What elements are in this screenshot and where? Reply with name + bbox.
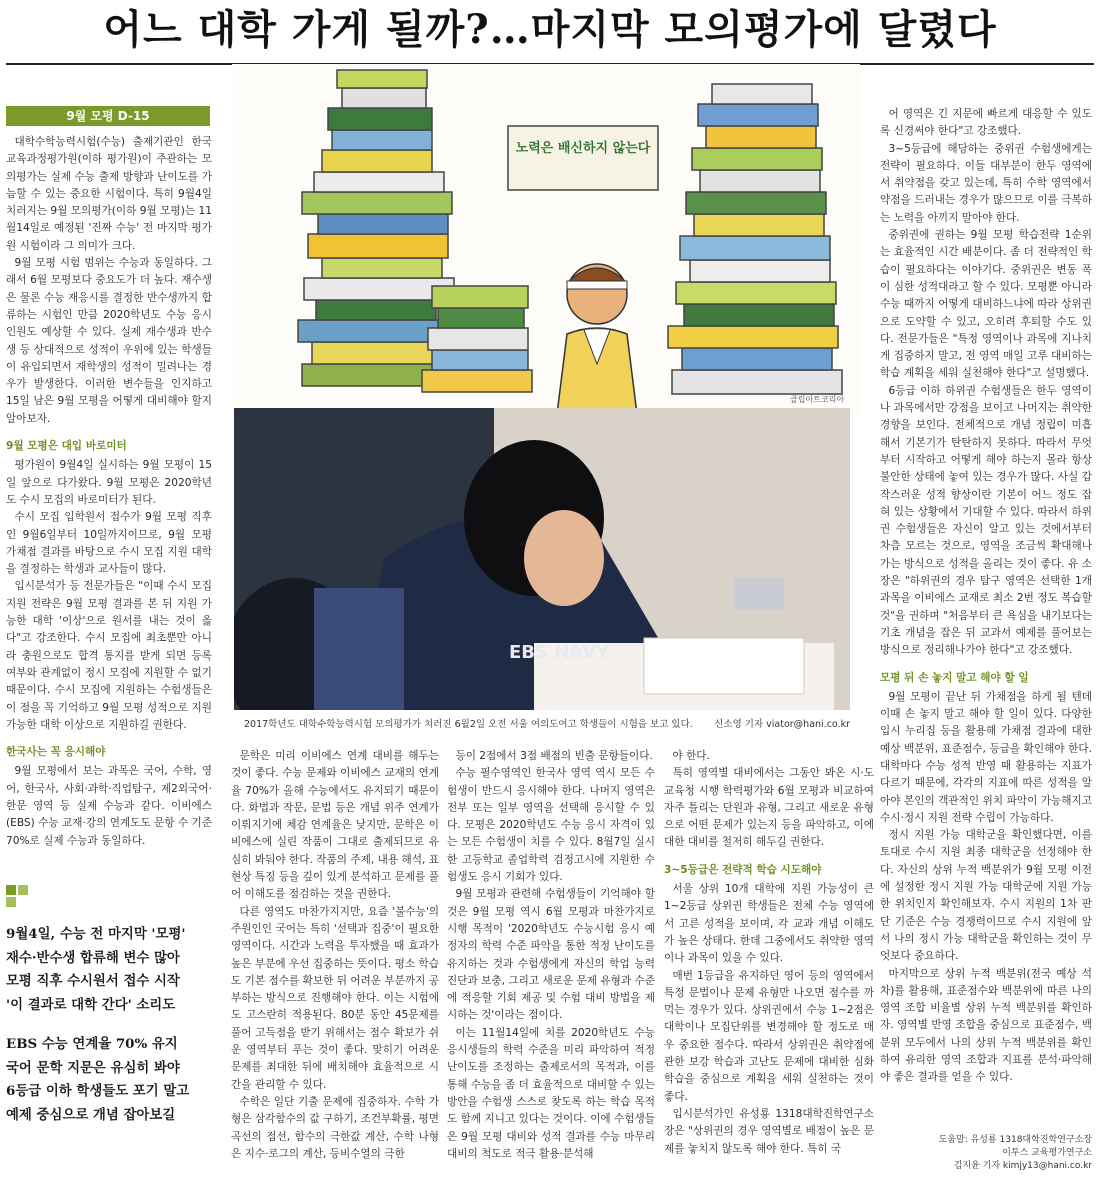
summary-line: '이 결과로 대학 간다' 소리도 <box>6 996 176 1013</box>
paragraph: 3~5등급에 해당하는 중위권 수험생에게는 전략이 필요하다. 이들 대부분이 한두 영역에서 취약점을 갖고 있는데, 특히 수학 영역에서 약점을 드러내는 경우가 많으므로 이를 극복하는 노력을 아끼지 말아야 한다. <box>880 142 1092 224</box>
column-3b <box>664 748 874 1158</box>
paragraph: 등이 2점에서 3점 배점의 빈출 문항들이다. <box>455 750 653 762</box>
column-3a <box>447 748 655 1163</box>
paragraph: 수학은 일단 기출 문제에 집중하자. 수학 가형은 삼각함수의 값 구하기, 조건부확률, 평면곡선의 접선, 함수의 극한값 계산, 수학 나형은 지수·로그의 계산, 등비수열의 극한 <box>231 1095 439 1160</box>
paragraph: 야 한다. <box>672 750 710 762</box>
summary-line: 6등급 이하 학생들도 포기 말고 <box>6 1083 190 1099</box>
paragraph: 문학은 미리 이비에스 연계 대비를 해두는 것이 좋다. 수능 문제와 이비에스 교재의 연계율 70%가 올해 수능에서도 유지되기 때문이다. 화법과 작문, 문법 등은 개념 위주 연계가 이뤄지기에 체감 연계율은 낮지만, 문학은 이비에스에 실린 작품이 그대로 출제되므로 유심히 봐둬야 한다. 작품의 주제, 내용 해석, 표현상 특징 등을 깊이 있게 분석하고 문제를 풀어 이해도를 점검하는 것을 권한다. <box>231 750 439 901</box>
headline: 어느 대학 가게 될까?…마지막 모의평가에 달렸다 <box>103 6 997 53</box>
paragraph: 정시 지원 가능 대학군을 확인했다면, 이를 토대로 수시 지원 최종 대학군을 선정해야 한다. 자신의 상위 누적 백분위가 9월 모평 이전에 설정한 정시 지원 가능 대학군에 지원 가능한 위치인지 확인해보자. 수시 지원의 1차 판단 기준은 수능 경쟁력이므로 수시 지원에 앞서 나의 정시 가능 대학군을 확인하는 것이 무엇보다 중요하다. <box>880 829 1092 963</box>
illustration <box>232 64 860 414</box>
byline-help: 도움말: 유성룡 1318대학진학연구소장 <box>938 1135 1092 1145</box>
illustration-credit: 클립아트코리아 <box>790 395 845 404</box>
banner-text: 노력은 배신하지 않는다 <box>515 141 651 156</box>
paragraph: 어 영역은 긴 지문에 빠르게 대응할 수 있도록 신경써야 한다"고 강조했다. <box>880 108 1092 138</box>
byline <box>872 1132 1092 1171</box>
column-4 <box>880 106 1092 1087</box>
column-1 <box>6 134 212 850</box>
photo-caption <box>244 716 850 730</box>
summary-line: 예제 중심으로 개념 잡아보길 <box>6 1106 176 1123</box>
paragraph: 매번 1등급을 유지하던 영어 등의 영역에서 특정 문법이나 문제 유형만 나오면 점수를 까먹는 경우가 있다. 상위권에서 수능 1~2점은 대학이나 모집단위를 변경해야 할 정도로 매우 중요한 점수다. 따라서 상위권은 취약점에 관한 보강 학습과 고난도 문제에 대비한 심화 학습을 중심으로 계획을 세워 실천하는 것이 좋다. <box>664 969 874 1103</box>
paragraph: 중위권에 권하는 9월 모평 학습전략 1순위는 효율적인 시간 배분이다. 좀 더 전략적인 학습이 필요하다는 이야기다. 중위권은 변동 폭이 심한 성적대라고 할 수 있다. 모평뿐 아니라 수능 때까지 어떻게 대비하느냐에 따라 상위권으로 도약할 수 있고, 오히려 후퇴할 수도 있다. 전문가들은 "특정 영역이나 과목에 지나치게 집중하지 말고, 전 영역 매일 고루 대비하는 학습 계획을 세워 실천해야 한다"고 설명했다. <box>880 229 1092 380</box>
exam-photo-drawing <box>234 408 850 710</box>
paragraph: 대학수학능력시험(수능) 출제기관인 한국교육과정평가원(이하 평가원)이 주관하는 모의평가는 실제 수능 출제 방향과 난이도를 가늠할 수 있는 중요한 시험이다. 특히 9월4일 치러지는 9월 모의평가(이하 9월 모평)는 11월14일로 예정된 '진짜 수능' 전 마지막 평가원 시험이라 그 의미가 크다. <box>6 136 212 252</box>
paragraph: 9월 모평 시험 범위는 수능과 동일하다. 그래서 6월 모평보다 중요도가 더 높다. 재수생은 물론 수능 재응시를 결정한 반수생까지 합류하는 시험인 만큼 2020학년도 수능 응시인원도 예상할 수 있다. 실제 재수생과 반수생 등 상대적으로 성적이 우위에 있는 학생들이 유입되면서 재학생의 성적이 밀려나는 경우가 발생한다. 이러한 변수들을 인지하고 15일 남은 9월 모평을 어떻게 대비해야 할지 알아보자. <box>6 257 212 425</box>
subheading: 3~5등급은 전략적 학습 시도해야 <box>664 863 822 876</box>
banner-scroll <box>508 126 658 190</box>
exam-photo <box>234 408 850 710</box>
paragraph: 6등급 이하 하위권 수험생들은 한두 영역이나 과목에서만 강점을 보이고 나머지는 취약한 경향을 보인다. 전체적으로 개념 정립이 미흡해서 기본기가 탄탄하지 못하다. 따라서 무엇부터 시작하고 어떻게 해야 하는지 몰라 항상 불안한 상태에 놓여 있는 경우가 많다. 사실 갑작스러운 성적 향상이란 기본이 어느 정도 잡혀 있는 상황에서 기대할 수 있다. 따라서 하위권 수험생들은 자신이 알고 있는 것에서부터 차츰 모르는 것으로, 영역을 조금씩 확대해나가는 방식으로 성적을 올리는 것이 좋다. 유 소장은 "하위권의 경우 탐구 영역은 선택한 1개 과목을 이비에스 교재로 최소 2번 정도 복습할 것"을 권하며 "처음부터 큰 욕심을 내기보다는 기초 개념을 잡은 뒤 교과서 예제를 풀어보는 방식으로 정리해나가야 한다"고 강조했다. <box>880 384 1092 657</box>
paragraph: 수시 모집 입학원서 접수가 9월 모평 직후인 9월6일부터 10일까지이므로, 9월 모평 가채점 결과를 바탕으로 수시 모집 지원 대학을 결정하는 학생과 교사들이 많다. <box>6 511 212 576</box>
caption-text: 2017학년도 대학수학능력시험 모의평가가 치러진 6월2일 오전 서울 여의도여고 학생들이 시험을 보고 있다. <box>244 719 693 730</box>
paragraph: 입시분석가 등 전문가들은 "이때 수시 모집 지원 전략은 9월 모평 결과를 본 뒤 지원 가능한 대학 '이상'으로 원서를 내는 것이 옳다"고 강조한다. 수시 모집에 최초뿐만 아니라 충원으로도 합격 통지를 받게 되면 등록 여부와 관계없이 정시 모집에 지원할 수 없기 때문이다. 수시 모집에 지원하는 수험생들은 이 점을 꼭 기억하고 9월 모평 성적으로 지원 가능한 대학 이상으로 지원하길 권한다. <box>6 580 212 731</box>
photo-credit: 신소영 기자 viator@hani.co.kr <box>714 719 850 730</box>
paragraph: 입시분석가인 유성룡 1318대학진학연구소장은 "상위권의 경우 영역별로 배점이 높은 문제를 놓치지 않도록 해야 한다. 특히 국 <box>664 1107 874 1155</box>
subheading: 9월 모평은 대입 바로미터 <box>6 440 127 453</box>
paragraph: 마지막으로 상위 누적 백분위(전국 예상 석차)를 활용해, 표준점수와 백분위에 따른 나의 영역 조합 비율별 상위 누적 백분위를 확인하자. 영역별 반영 조합을 중심으로 표준점수, 백분위 모두에서 나의 상위 누적 백분위를 확인하여 유리한 영역 조합과 지표를 분석·파악해야 좋은 결과를 얻을 수 있다. <box>880 967 1092 1084</box>
byline-help-org: 이투스 교육평가연구소 <box>1002 1148 1092 1158</box>
summary-line: 9월4일, 수능 전 마지막 '모평' <box>6 926 186 942</box>
paragraph: 특히 영역별 대비에서는 그동안 봐온 시·도교육청 시행 학력평가와 6월 모평과 비교하여 자주 틀리는 단원과 유형, 그리고 새로운 유형으로 어떤 문제가 있는지 등을 파악하고, 이에 대한 대비를 철저히 해두길 권한다. <box>664 767 874 849</box>
summary-line: 모평 직후 수시원서 접수 시작 <box>6 973 180 989</box>
summary-box <box>6 885 230 1127</box>
byline-reporter: 김지윤 기자 kimjy13@hani.co.kr <box>953 1161 1092 1171</box>
paragraph: 9월 모평과 관련해 수험생들이 기억해야 할 것은 9월 모평 역시 6월 모평과 마찬가지로 시행 목적이 '2020학년도 수능시험 응시 예정자의 학력 수준 파악을 통한 적정 난이도를 유지하는 것과 수험생에게 자신의 학업 능력 진단과 보충, 그리고 새로운 문제 유형과 수준에 적응할 기회 제공 및 수험 대비 방법을 제시하는 것'이라는 점이다. <box>447 888 655 1022</box>
summary-line: EBS 수능 연계율 70% 유지 <box>6 1036 178 1052</box>
subheading: 모평 뒤 손 놓지 말고 해야 할 일 <box>880 671 1029 684</box>
paragraph: 평가원이 9월4일 실시하는 9월 모평이 15일 앞으로 다가왔다. 9월 모평은 2020학년도 수시 모집의 바로미터가 된다. <box>6 459 212 506</box>
paragraph: 서울 상위 10개 대학에 지원 가능성이 큰 1~2등급 상위권 학생들은 전체 수능 영역에서 고른 성적을 보이며, 각 교과 개념 이해도가 높은 상태다. 한데 그중에서도 취약한 영역이나 과목이 있을 수 있다. <box>664 883 874 965</box>
subheading: 한국사는 꼭 응시해야 <box>6 746 106 759</box>
shirt-text: EBS NAVY <box>509 642 609 663</box>
summary-mark-icon <box>6 885 32 911</box>
paragraph: 다른 영역도 마찬가지지만, 요즘 '불수능'의 주원인인 국어는 특히 '선택과 집중'이 필요한 영역이다. 시간과 노력을 투자했을 때 효과가 높은 부분에 우선 집중하는 뜻이다. 평소 학습도 기본 점수를 확보한 뒤 어려운 부분까지 공부하는 방식으로 진행해야 한다. 이는 시험에도 고스란히 적용된다. 80분 동안 45문제를 풀어 고득점을 받기 위해서는 점수 확보가 쉬운 영역부터 푸는 것이 좋다. 맞히기 어려운 문제를 최대한 뒤에 배치해야 효율적으로 시간을 관리할 수 있다. <box>231 905 439 1091</box>
paragraph: 이는 11월14일에 치를 2020학년도 수능 응시생들의 학력 수준을 미리 파악하여 적정 난이도를 조정하는 출제로서의 목적과, 이를 통해 수능을 좀 더 효율적으로 대비할 수 있는 방안을 수험생 스스로 찾도록 하는 학습 목적도 함께 지니고 있다는 것이다. 이에 수험생들은 9월 모평 대비와 성적 결과를 수능 마무리 대비의 척도로 적극 활용·분석해 <box>447 1026 655 1160</box>
paragraph: 9월 모평이 끝난 뒤 가채점을 하게 될 텐데 이때 손 놓지 말고 해야 할 일이 있다. 다양한 입시 누리집 등을 활용해 가채점 결과에 대한 예상 백분위, 표준점수, 등급을 확인해야 한다. 대학마다 수능 성적 반영 때 활용하는 지표가 다르기 때문에, 각각의 지표에 따른 성적을 알아야 본인의 객관적인 위치 파악이 가능해지고 수시·정시 지원 전략 수립이 가능하다. <box>880 690 1092 824</box>
section-tag: 9월 모평 D-15 <box>6 106 210 126</box>
paragraph: 9월 모평에서 보는 과목은 국어, 수학, 영어, 한국사, 사회·과학·직업탐구, 제2외국어·한문 영역 등 실제 수능과 같다. 이비에스(EBS) 수능 교재·강의 연계도도 문항 수 기준 70%로 실제 수능과 동일하다. <box>6 765 212 847</box>
summary-line: 재수·반수생 합류해 변수 많아 <box>6 949 180 966</box>
paragraph: 수능 필수영역인 한국사 영역 역시 모든 수험생이 반드시 응시해야 한다. 나머지 영역은 전부 또는 일부 영역을 선택해 응시할 수 있다. 모평은 2020학년도 수능 응시 자격이 있는 모든 수험생이 치를 수 있다. 8월7일 실시한 고등학교 졸업학력 검정고시에 지원한 수험생도 응시 기회가 있다. <box>447 767 655 884</box>
column-2 <box>231 748 439 1163</box>
summary-line: 국어 문학 지문은 유심히 봐야 <box>6 1059 180 1076</box>
book-stack-illustration <box>232 64 860 414</box>
student-figure <box>557 264 637 414</box>
